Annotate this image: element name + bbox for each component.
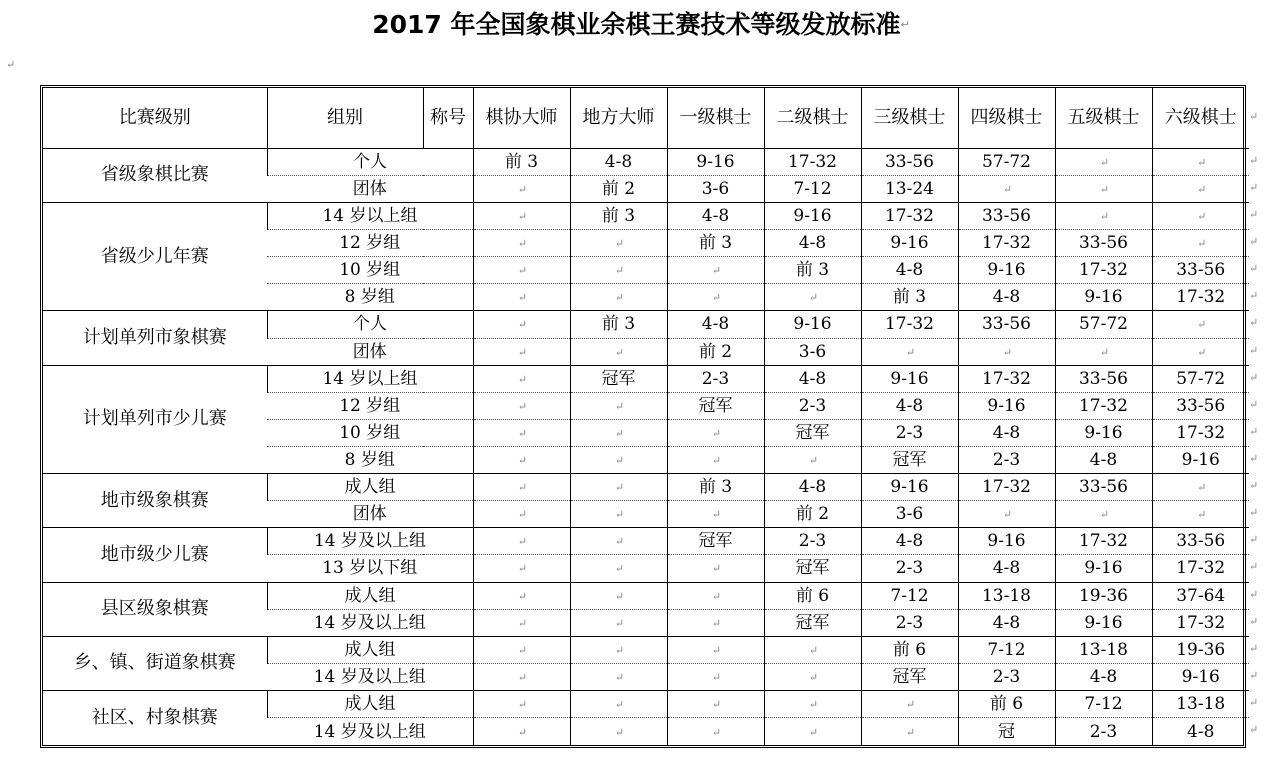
paragraph-mark-icon: ↵ [6,58,16,71]
header-col: 一级棋士 [667,88,764,148]
value-cell: 9-16 [667,148,764,175]
value-cell: 4-8 [861,257,958,284]
value-cell: 9-16 [958,528,1055,555]
paragraph-mark-icon: ↵ [1249,587,1259,601]
paragraph-mark-icon: ↵ [1249,316,1259,330]
value-cell [570,555,667,582]
value-cell: 前 3 [473,148,570,175]
value-cell: 4-8 [764,365,861,392]
value-cell: 冠军 [764,609,861,636]
paragraph-mark-icon: ↵ [1249,289,1259,303]
value-cell: 4-8 [958,419,1055,446]
header-col: 四级棋士 [958,88,1055,148]
value-cell [570,257,667,284]
group-cell: 团体 [267,175,473,202]
value-cell: 33-56 [1055,230,1152,257]
group-cell: 13 岁以下组 [267,555,473,582]
value-cell [473,663,570,690]
value-cell [473,392,570,419]
level-cell: 计划单列市少儿赛 [43,365,267,473]
paragraph-mark-icon: ↵ [1249,110,1259,124]
value-cell [861,718,958,745]
group-cell: 团体 [267,501,473,528]
value-cell: 4-8 [1152,718,1249,745]
value-cell: 2-3 [958,446,1055,473]
value-cell: 前 3 [764,257,861,284]
value-cell: 前 3 [667,230,764,257]
value-cell: 冠军 [861,446,958,473]
group-cell: 14 岁及以上组 [267,663,473,690]
paragraph-mark-icon: ↵ [1249,424,1259,438]
header-col: 三级棋士 [861,88,958,148]
header-col: 六级棋士 [1152,88,1249,148]
value-cell: 33-56 [1152,257,1249,284]
value-cell: 前 6 [958,690,1055,717]
paragraph-mark-icon: ↵ [1249,723,1259,737]
value-cell: 4-8 [861,392,958,419]
value-cell: 9-16 [861,365,958,392]
table-row [43,582,1249,609]
value-cell: 33-56 [958,202,1055,229]
value-cell [764,284,861,311]
header-col: 二级棋士 [764,88,861,148]
value-cell [570,663,667,690]
value-cell: 17-32 [1152,419,1249,446]
value-cell [570,392,667,419]
value-cell: 2-3 [764,392,861,419]
value-cell [570,636,667,663]
value-cell: 前 3 [570,311,667,338]
value-cell: 33-56 [1152,392,1249,419]
table-row [43,365,1249,392]
value-cell: 2-3 [667,365,764,392]
standards-table [43,88,1249,745]
value-cell: 9-16 [1152,663,1249,690]
value-cell [667,663,764,690]
value-cell: 4-8 [764,474,861,501]
value-cell [473,555,570,582]
value-cell [667,555,764,582]
value-cell: 4-8 [667,311,764,338]
header-row [43,88,1249,148]
value-cell: 9-16 [1055,284,1152,311]
value-cell: 4-8 [861,528,958,555]
value-cell: 3-6 [861,501,958,528]
value-cell [667,690,764,717]
table-row [43,202,1249,229]
value-cell [1152,501,1249,528]
value-cell [473,446,570,473]
value-cell [1055,338,1152,365]
level-cell: 地市级少儿赛 [43,528,267,582]
group-cell: 12 岁组 [267,392,473,419]
value-cell: 17-32 [1152,609,1249,636]
value-cell [473,284,570,311]
header-group: 组别 [267,88,423,148]
value-cell: 9-16 [958,392,1055,419]
value-cell: 2-3 [861,419,958,446]
value-cell [1152,474,1249,501]
value-cell [570,528,667,555]
group-cell: 14 岁以上组 [267,202,473,229]
value-cell [861,690,958,717]
value-cell: 33-56 [1055,365,1152,392]
header-col: 五级棋士 [1055,88,1152,148]
value-cell [958,175,1055,202]
group-cell: 个人 [267,148,473,175]
value-cell: 13-18 [958,582,1055,609]
value-cell: 17-32 [1055,528,1152,555]
value-cell [667,501,764,528]
value-cell [861,338,958,365]
value-cell: 17-32 [958,365,1055,392]
value-cell: 9-16 [1055,555,1152,582]
value-cell [473,690,570,717]
paragraph-mark-icon: ↵ [1249,614,1259,628]
group-cell: 成人组 [267,636,473,663]
value-cell [570,446,667,473]
value-cell: 前 2 [667,338,764,365]
value-cell: 4-8 [958,284,1055,311]
value-cell [1152,175,1249,202]
value-cell [1055,202,1152,229]
group-cell: 14 岁及以上组 [267,718,473,745]
value-cell: 4-8 [1055,663,1152,690]
value-cell [1055,175,1152,202]
value-cell: 33-56 [861,148,958,175]
value-cell: 4-8 [1055,446,1152,473]
value-cell [473,202,570,229]
value-cell: 7-12 [861,582,958,609]
value-cell [764,718,861,745]
value-cell [473,338,570,365]
value-cell [473,718,570,745]
paragraph-mark-icon: ↵ [1249,180,1259,194]
value-cell [570,419,667,446]
value-cell: 9-16 [1055,419,1152,446]
value-cell: 3-6 [667,175,764,202]
level-cell: 社区、村象棋赛 [43,690,267,745]
value-cell: 13-24 [861,175,958,202]
value-cell: 17-32 [861,311,958,338]
header-col: 棋协大师 [473,88,570,148]
value-cell: 9-16 [958,257,1055,284]
title-text: 2017 年全国象棋业余棋王赛技术等级发放标准 [372,10,901,39]
value-cell [764,636,861,663]
value-cell: 前 6 [764,582,861,609]
value-cell [570,284,667,311]
group-cell: 成人组 [267,582,473,609]
paragraph-mark-icon: ↵ [1249,343,1259,357]
value-cell: 前 3 [570,202,667,229]
value-cell: 冠军 [861,663,958,690]
value-cell [473,582,570,609]
value-cell [958,501,1055,528]
group-cell: 8 岁组 [267,284,473,311]
value-cell: 9-16 [1152,446,1249,473]
paragraph-mark-icon: ↵ [900,18,910,31]
value-cell: 57-72 [1055,311,1152,338]
level-cell: 计划单列市象棋赛 [43,311,267,365]
level-cell: 省级少儿年赛 [43,202,267,310]
paragraph-mark-icon: ↵ [1249,153,1259,167]
value-cell [667,284,764,311]
value-cell [473,257,570,284]
value-cell: 9-16 [861,230,958,257]
paragraph-mark-icon: ↵ [1249,262,1259,276]
table-body [43,88,1249,745]
value-cell [958,338,1055,365]
value-cell: 冠军 [667,528,764,555]
value-cell [667,257,764,284]
group-cell: 14 岁及以上组 [267,609,473,636]
value-cell [1152,311,1249,338]
value-cell: 前 6 [861,636,958,663]
value-cell [667,582,764,609]
value-cell: 冠军 [764,419,861,446]
value-cell [764,663,861,690]
group-cell: 个人 [267,311,473,338]
value-cell [570,690,667,717]
value-cell: 冠军 [764,555,861,582]
value-cell: 17-32 [861,202,958,229]
paragraph-mark-icon: ↵ [1249,533,1259,547]
group-cell: 成人组 [267,474,473,501]
value-cell: 前 3 [861,284,958,311]
value-cell: 19-36 [1152,636,1249,663]
value-cell: 7-12 [1055,690,1152,717]
value-cell: 冠军 [667,392,764,419]
value-cell: 13-18 [1055,636,1152,663]
value-cell [473,365,570,392]
value-cell: 33-56 [958,311,1055,338]
value-cell [473,175,570,202]
level-cell: 乡、镇、街道象棋赛 [43,636,267,690]
value-cell [1055,148,1152,175]
paragraph-mark-icon: ↵ [1249,235,1259,249]
value-cell [473,474,570,501]
level-cell: 省级象棋比赛 [43,148,267,202]
group-cell: 团体 [267,338,473,365]
table-row [43,311,1249,338]
value-cell: 9-16 [764,202,861,229]
value-cell [473,528,570,555]
value-cell: 2-3 [861,609,958,636]
value-cell: 17-32 [958,230,1055,257]
value-cell: 4-8 [764,230,861,257]
value-cell [1152,148,1249,175]
value-cell [764,690,861,717]
value-cell: 2-3 [861,555,958,582]
value-cell: 7-12 [764,175,861,202]
value-cell: 37-64 [1152,582,1249,609]
value-cell [473,636,570,663]
value-cell: 2-3 [764,528,861,555]
group-cell: 10 岁组 [267,419,473,446]
value-cell [473,230,570,257]
table-row [43,528,1249,555]
value-cell: 冠 [958,718,1055,745]
value-cell [570,474,667,501]
value-cell: 3-6 [764,338,861,365]
paragraph-mark-icon: ↵ [1249,479,1259,493]
value-cell [570,338,667,365]
value-cell: 17-32 [1152,284,1249,311]
paragraph-mark-icon: ↵ [1249,370,1259,384]
value-cell: 前 3 [667,474,764,501]
group-cell: 8 岁组 [267,446,473,473]
value-cell [570,230,667,257]
value-cell [570,582,667,609]
value-cell [667,636,764,663]
value-cell: 2-3 [1055,718,1152,745]
value-cell [570,718,667,745]
header-col: 地方大师 [570,88,667,148]
paragraph-mark-icon: ↵ [1249,668,1259,682]
value-cell: 前 2 [764,501,861,528]
value-cell [764,446,861,473]
value-cell: 9-16 [861,474,958,501]
value-cell [1055,501,1152,528]
value-cell [667,419,764,446]
table-row [43,474,1249,501]
value-cell: 9-16 [764,311,861,338]
value-cell: 7-12 [958,636,1055,663]
header-honor: 称号 [423,88,473,148]
value-cell: 17-32 [1152,555,1249,582]
value-cell: 4-8 [570,148,667,175]
value-cell [667,609,764,636]
value-cell: 前 2 [570,175,667,202]
value-cell: 57-72 [1152,365,1249,392]
level-cell: 县区级象棋赛 [43,582,267,636]
value-cell: 17-32 [958,474,1055,501]
value-cell: 4-8 [667,202,764,229]
standards-table-frame [40,85,1246,748]
value-cell: 17-32 [764,148,861,175]
paragraph-mark-icon: ↵ [1249,641,1259,655]
value-cell: 17-32 [1055,392,1152,419]
value-cell [473,609,570,636]
value-cell: 4-8 [958,555,1055,582]
value-cell: 19-36 [1055,582,1152,609]
paragraph-mark-icon: ↵ [1249,208,1259,222]
value-cell [473,501,570,528]
table-row [43,690,1249,717]
table-row [43,636,1249,663]
value-cell: 2-3 [958,663,1055,690]
paragraph-mark-icon: ↵ [1249,452,1259,466]
value-cell: 57-72 [958,148,1055,175]
value-cell: 33-56 [1152,528,1249,555]
paragraph-mark-icon: ↵ [1249,560,1259,574]
value-cell [570,501,667,528]
value-cell [1152,202,1249,229]
value-cell: 冠军 [570,365,667,392]
paragraph-mark-icon: ↵ [1249,506,1259,520]
group-cell: 成人组 [267,690,473,717]
value-cell [667,446,764,473]
paragraph-mark-icon: ↵ [1249,397,1259,411]
value-cell [1152,338,1249,365]
group-cell: 10 岁组 [267,257,473,284]
header-level: 比赛级别 [118,106,191,128]
document-title [0,8,1282,42]
group-cell: 14 岁以上组 [267,365,473,392]
value-cell [473,419,570,446]
value-cell: 33-56 [1055,474,1152,501]
group-cell: 12 岁组 [267,230,473,257]
paragraph-mark-icon: ↵ [1249,696,1259,709]
value-cell: 4-8 [958,609,1055,636]
table-row [43,148,1249,175]
value-cell [667,718,764,745]
value-cell: 17-32 [1055,257,1152,284]
group-cell: 14 岁及以上组 [267,528,473,555]
value-cell [1152,230,1249,257]
value-cell [570,609,667,636]
value-cell: 9-16 [1055,609,1152,636]
level-cell: 地市级象棋赛 [43,474,267,528]
value-cell [473,311,570,338]
value-cell: 13-18 [1152,690,1249,717]
